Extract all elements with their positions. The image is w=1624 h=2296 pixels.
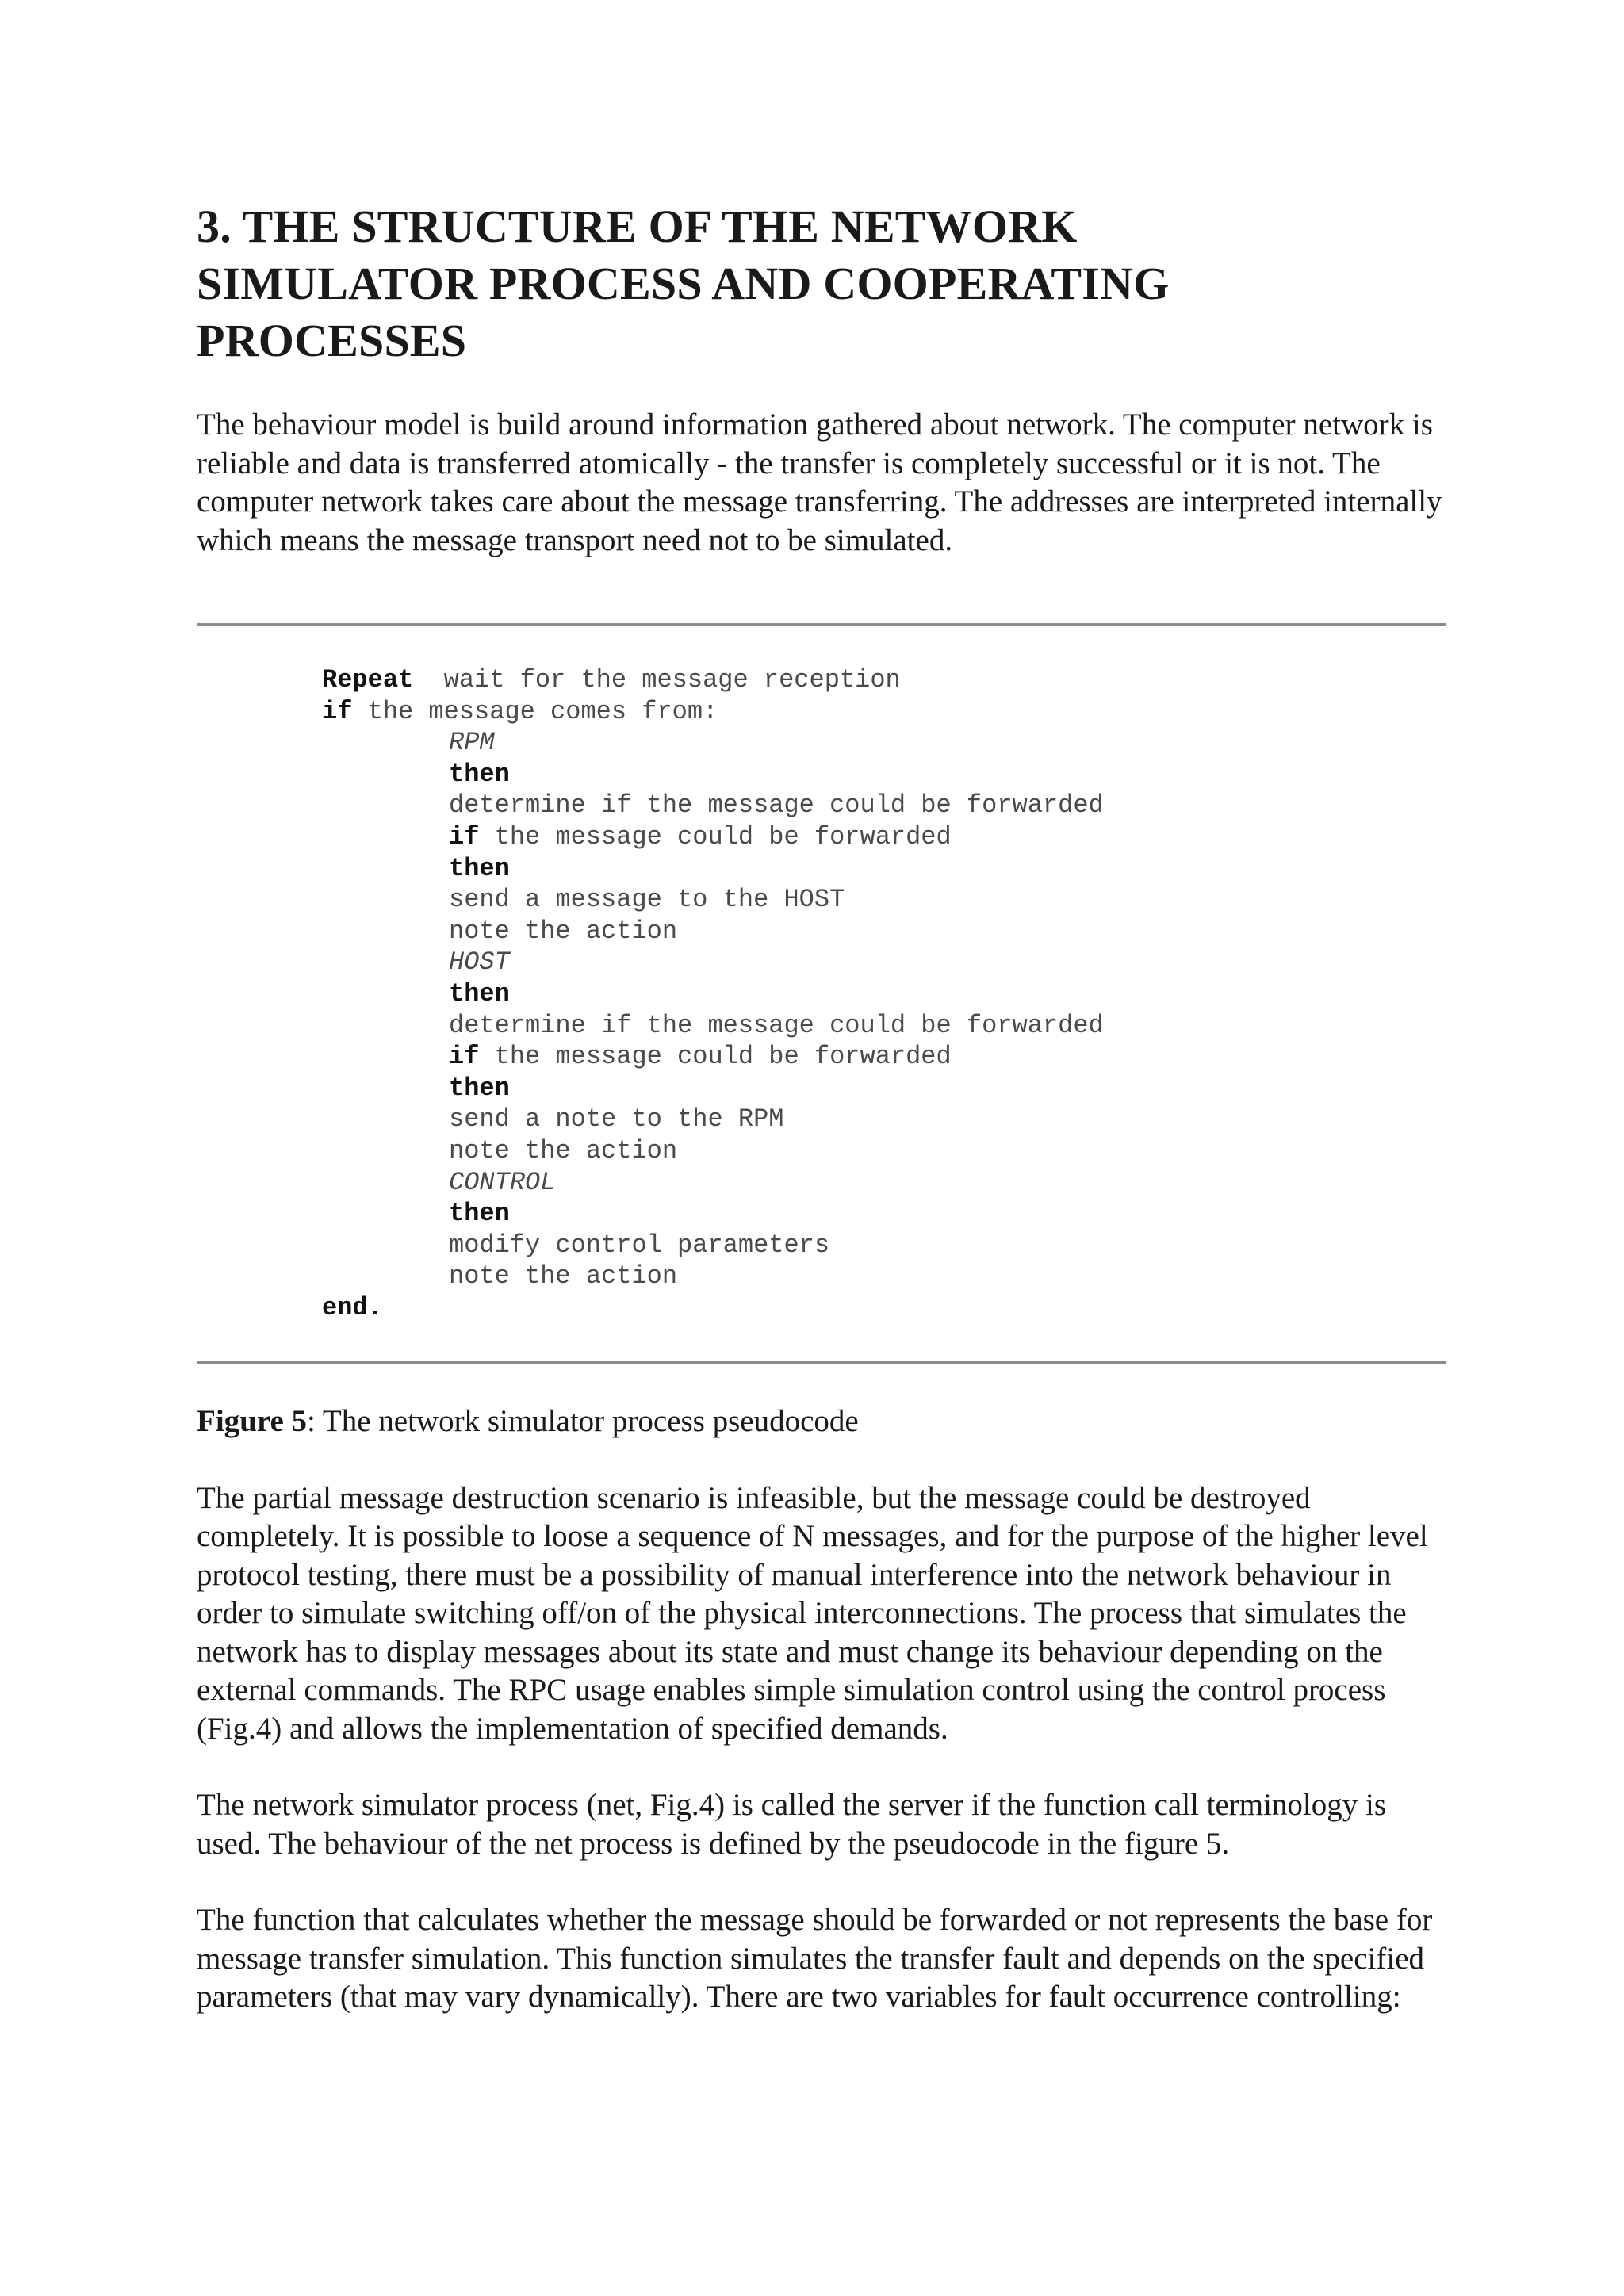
pseudocode-block — [197, 664, 1446, 1323]
document-page — [197, 198, 1446, 2017]
intro-paragraph: The behaviour model is build around information gathered about network. The computer network is reliable and data is transferred atomically - the transfer is completely successful or it is not. The computer network takes care about the message transferring. The addresses are interpreted internally which means the message transport need not to be simulated. — [197, 408, 1442, 557]
code-keyword: if — [322, 696, 353, 726]
code-keyword-line: then — [449, 759, 510, 789]
figure-top-rule — [197, 623, 1446, 626]
code-keyword-line: end. — [322, 1292, 383, 1322]
code-line: note the action — [449, 916, 678, 946]
figure-label: Figure 5 — [197, 1404, 308, 1439]
figure-bottom-rule — [197, 1361, 1446, 1364]
code-case-label: CONTROL — [449, 1167, 556, 1197]
code-text: wait for the message reception — [413, 665, 901, 695]
code-text: the message could be forwarded — [479, 821, 952, 851]
code-keyword: Repeat — [322, 665, 414, 695]
code-keyword-line: then — [449, 853, 510, 883]
code-line: note the action — [449, 1261, 678, 1292]
body-paragraph: The partial message destruction scenario is infeasible, but the message could be destroyed completely. It is possible to loose a sequence of N messages, and for the purpose of the higher level protocol testing, there must be a possibility of manual interference into the network behaviour in order to simulate switching off/on of the physical interconnections. The process that simulates the network has to display messages about its state and must change its behaviour depending on the external commands. The RPC usage enables simple simulation control using the control process (Fig.4) and allows the implementation of specified demands. — [197, 1480, 1428, 1746]
code-keyword-line: then — [449, 978, 510, 1008]
figure-caption-text: : The network simulator process pseudocode — [307, 1404, 859, 1439]
code-keyword-line: then — [449, 1199, 510, 1229]
body-paragraph: The function that calculates whether the message should be forwarded or not represents the base for message transfer simulation. This function simulates the transfer fault and depends on the specified parameters (that may vary dynamically). There are two variables for fault occurrence controlling: — [197, 1903, 1433, 2015]
code-line: determine if the message could be forwarded — [449, 790, 1104, 821]
code-line — [197, 1041, 1446, 1073]
code-keyword-line: then — [449, 1073, 510, 1103]
code-case-label: HOST — [449, 947, 510, 978]
code-text: the message could be forwarded — [479, 1042, 952, 1072]
body-paragraph: The network simulator process (net, Fig.4) is called the server if the function call terminology is used. The behaviour of the net process is defined by the pseudocode in the figure 5. — [197, 1788, 1387, 1861]
code-keyword: if — [449, 1042, 480, 1072]
code-line: send a message to the HOST — [449, 885, 845, 915]
code-line — [197, 821, 1446, 853]
code-text: the message comes from: — [352, 696, 718, 726]
code-case-label: RPM — [449, 728, 495, 758]
code-line: send a note to the RPM — [449, 1104, 784, 1135]
code-line: determine if the message could be forwarded — [449, 1010, 1104, 1040]
heading-line-3: PROCESSES — [197, 315, 467, 366]
heading-line-1: 3. THE STRUCTURE OF THE NETWORK — [197, 201, 1078, 252]
heading-line-2: SIMULATOR PROCESS AND COOPERATING — [197, 258, 1170, 309]
code-line — [197, 664, 1446, 696]
figure-caption — [197, 1402, 1446, 1441]
code-keyword: if — [449, 821, 480, 851]
code-line — [197, 696, 1446, 728]
code-line: modify control parameters — [449, 1230, 830, 1260]
section-heading — [197, 198, 1446, 369]
code-line: note the action — [449, 1135, 678, 1165]
